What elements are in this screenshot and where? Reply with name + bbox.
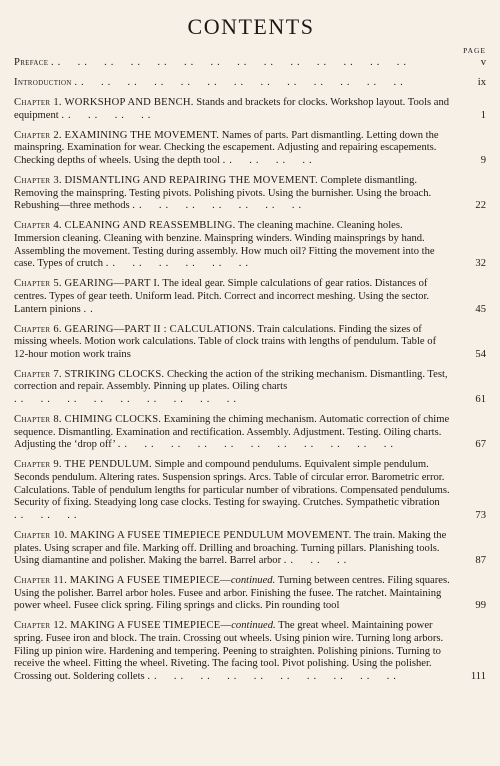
entry-label: Chapter 7. xyxy=(14,368,62,380)
dot-leaders: .. .. .. .. .. .. .. xyxy=(132,200,306,212)
entry-page: ix xyxy=(477,77,486,89)
dot-leaders: .. .. .. .. .. .. .. .. .. .. .. .. .. .. xyxy=(50,57,410,68)
toc-entry-chapter-5[interactable] xyxy=(14,278,488,316)
entry-continued: continued. xyxy=(231,620,276,632)
entry-text: Names of parts. Part dismantling. Letting down the mainspring. Examination for wear. Checking the escapement. Adjusting and repairing escapements. Checking depths of wheels. Using the depth tool xyxy=(14,129,439,167)
entry-heading: MAKING A FUSEE TIMEPIECE PENDULUM MOVEMENT. xyxy=(70,529,352,541)
entry-page: v xyxy=(480,57,486,68)
entry-page: 54 xyxy=(475,348,486,360)
entry-page: 22 xyxy=(475,200,486,212)
entry-heading: GEARING—PART I. xyxy=(64,278,160,290)
dot-leaders: .. .. .. .. .. .. .. .. .. .. .. xyxy=(117,439,398,451)
entry-heading: DISMANTLING AND REPAIRING THE MOVEMENT. xyxy=(64,175,318,187)
toc-entry-chapter-4[interactable] xyxy=(14,220,488,270)
entry-text: Train calculations. Finding the sizes of missing wheels. Motion work calculations. Table of clock trains with lengths of pendulum. Table of 12-hour motion work trains xyxy=(14,323,437,360)
toc-entry-chapter-12[interactable] xyxy=(14,620,488,683)
toc-entry-chapter-6[interactable] xyxy=(14,324,488,362)
dot-leaders: .. .. .. .. .. .. .. .. .. .. xyxy=(147,670,400,682)
toc-entry-chapter-1[interactable] xyxy=(14,97,488,122)
entry-page: 9 xyxy=(480,155,486,167)
toc-entry-chapter-8[interactable] xyxy=(14,414,488,452)
entry-heading: WORKSHOP AND BENCH. xyxy=(64,97,194,109)
toc-entry-chapter-9[interactable] xyxy=(14,459,488,522)
entry-heading: CHIMING CLOCKS. xyxy=(64,414,162,426)
entry-text: The great wheel. Maintaining power spring. Fusee iron and block. The train. Crossing out wheels. Using pinion wire. Turning long arbors. Filing up pinion wire. Hardening and tempering. Peening to straighten. Polishing pinions. Turning to receive the wheel. Fitting the wheel. Riveting. The facing tool. Pivot polishing. Using the polisher. Crossing out. Soldering collets xyxy=(14,620,444,682)
dot-leaders: .. .. .. .. xyxy=(61,109,155,121)
entry-label: Chapter 4. xyxy=(14,220,62,232)
dot-leaders: .. .. .. xyxy=(283,555,351,567)
toc-entry-chapter-2[interactable] xyxy=(14,130,488,168)
entry-label: Chapter 11. xyxy=(14,575,68,587)
entry-text: The cleaning machine. Cleaning holes. Immersion cleaning. Cleaning with benzine. Mainspring winders. Winding mainsprings by hand. Assembling the movement. Testing during assembly. How much oil? Fitting the movement into the case. Types of crutch xyxy=(14,220,435,270)
dot-leaders: .. .. .. .. xyxy=(222,155,316,167)
entry-heading: MAKING A FUSEE TIMEPIECE— xyxy=(69,575,231,587)
entry-text: Turning between centres. Filing squares. Using the polisher. Barrel arbor holes. Fusee and arbor. Finishing the fusee. The ratchet. Maintaining power wheel. Fusee click spring. Filing springs and clicks. Pin rounding tool xyxy=(14,575,450,612)
entry-label: Chapter 5. xyxy=(14,278,62,290)
page-column-label: PAGE xyxy=(463,46,486,55)
entry-page: 111 xyxy=(470,670,486,682)
entry-page: 67 xyxy=(475,439,486,451)
entry-label: Chapter 3. xyxy=(14,175,62,187)
entry-page: 87 xyxy=(475,555,486,567)
entry-text: The train. Making the plates. Using scraper and file. Marking off. Drilling and broaching. Turning pillars. Planishing tools. Using diamantine and polisher. Making the barrel. Barrel arbor xyxy=(14,529,447,567)
toc-entry-chapter-3[interactable] xyxy=(14,175,488,213)
entry-label: Chapter 1. xyxy=(14,97,62,109)
entry-page: 32 xyxy=(475,258,486,270)
entry-label: Chapter 9. xyxy=(14,459,62,471)
toc-entry-preface[interactable] xyxy=(14,57,488,70)
entry-text: Complete dismantling. Removing the mainspring. Testing pivots. Polishing pivots. Using the burnisher. Using the broach. Rebushing—three methods xyxy=(14,175,432,212)
dot-leaders: .. .. .. .. .. .. .. .. .. xyxy=(14,394,241,406)
dot-leaders: .. .. .. xyxy=(14,509,81,521)
entry-heading: MAKING A FUSEE TIMEPIECE— xyxy=(70,620,232,632)
entry-text: The ideal gear. Simple calculations of gear ratios. Distances of centres. Types of gear teeth. Uniform lead. Pitch. Correct and incorrect meshing. Using the sector. Lantern pinions xyxy=(14,278,430,315)
entry-heading: STRIKING CLOCKS. xyxy=(64,368,165,380)
entry-label: Introduction xyxy=(14,77,72,89)
entry-page: 45 xyxy=(475,303,486,315)
dot-leaders: .. xyxy=(83,303,97,315)
entry-label: Chapter 6. xyxy=(14,323,62,335)
page-title: CONTENTS xyxy=(187,14,315,39)
entry-heading: GEARING—PART II : CALCULATIONS. xyxy=(64,323,255,335)
entry-text: Simple and compound pendulums. Equivalent simple pendulum. Seconds pendulum. Altering rates. Suspension springs. Arcs. Table of circular error. Barometric error. Calculations. Table of pendulum lengths for particular number of vibrations. Compensated pendulums. Security of fixing. Steadying long case clocks. Testing for swaying. Crutches. Sympathetic vibration xyxy=(14,459,450,509)
entry-label: Preface xyxy=(14,57,49,68)
entry-label: Chapter 12. xyxy=(14,620,68,632)
entry-page: 99 xyxy=(475,600,486,612)
entry-page: 1 xyxy=(480,109,486,121)
entry-text: Checking the action of the striking mechanism. Dismantling. Test, correction and repair. Assembly. Pinning up plates. Oiling charts xyxy=(14,368,448,393)
entry-heading: THE PENDULUM. xyxy=(64,459,152,471)
entry-label: Chapter 2. xyxy=(14,129,62,141)
toc-entry-chapter-10[interactable] xyxy=(14,530,488,568)
entry-heading: EXAMINING THE MOVEMENT. xyxy=(64,129,220,141)
toc-list xyxy=(14,57,488,683)
entry-text: Examining the chiming mechanism. Automatic correction of chime sequence. Dismantling. Examination and rectification. Assembly. Adjustment. Testing. Oiling charts. Adjusting the ‘drop off’ xyxy=(14,414,450,451)
entry-text: Stands and brackets for clocks. Workshop layout. Tools and equipment xyxy=(14,97,450,121)
entry-heading: CLEANING AND REASSEMBLING. xyxy=(64,220,236,232)
entry-page: 61 xyxy=(475,394,486,406)
entry-label: Chapter 8. xyxy=(14,414,62,426)
toc-entry-chapter-11[interactable] xyxy=(14,575,488,613)
toc-entry-introduction[interactable] xyxy=(14,77,488,90)
dot-leaders: .. .. .. .. .. .. .. .. .. .. .. .. .. xyxy=(74,77,407,89)
entry-label: Chapter 10. xyxy=(14,529,68,541)
entry-page: 73 xyxy=(475,509,486,521)
entry-continued: continued. xyxy=(230,575,276,587)
dot-leaders: .. .. .. .. .. .. xyxy=(105,258,252,270)
toc-entry-chapter-7[interactable] xyxy=(14,369,488,407)
